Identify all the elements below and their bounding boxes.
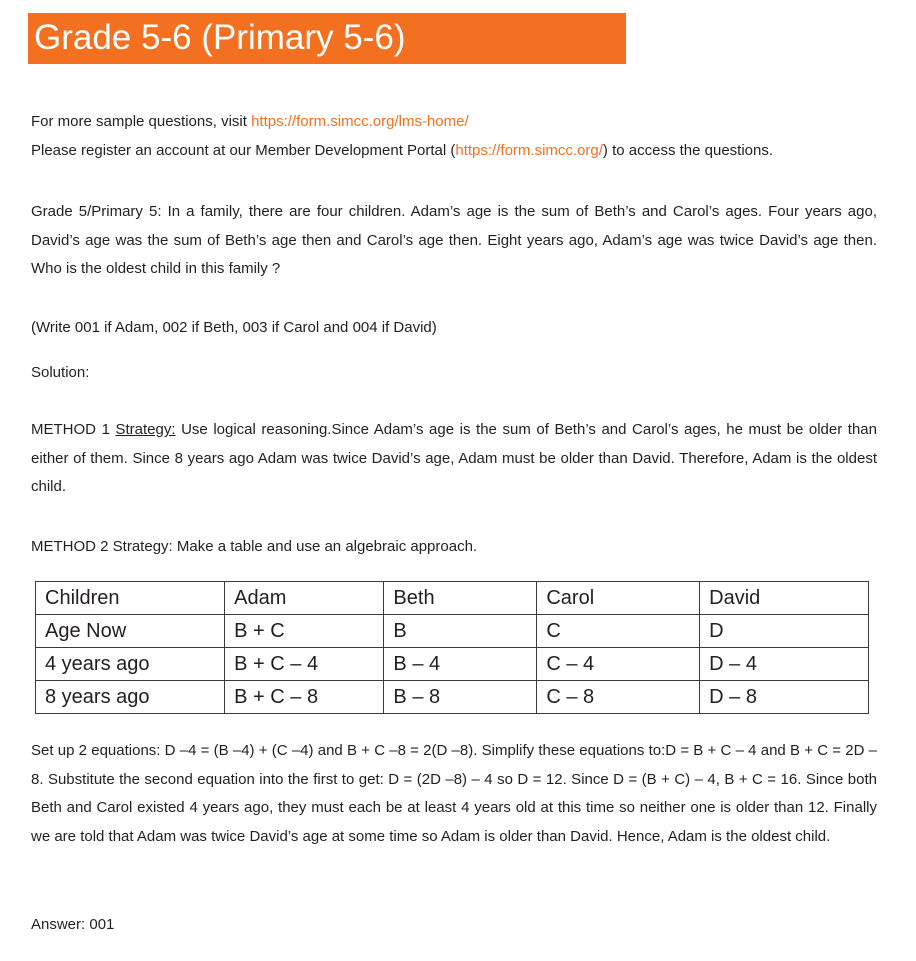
method-1: METHOD 1 Strategy: Use logical reasoning.Since Adam’s age is the sum of Beth’s and Carol’s ages, he must be older than either of them. Since 8 years ago Adam was twice David’s age, Adam must be older than David. Therefore, Adam is the oldest child. [31,421,877,496]
table-cell: 8 years ago [36,681,225,714]
table-cell: C – 4 [537,648,700,681]
table-cell: D [700,615,869,648]
answer-options: (Write 001 if Adam, 002 if Beth, 003 if Carol and 004 if David) [31,319,437,336]
table-cell: B + C – 4 [225,648,384,681]
table-row [36,681,869,714]
table-cell: C – 8 [537,681,700,714]
table-cell: Carol [537,582,700,615]
table-row [36,582,869,615]
portal-link[interactable]: https://form.simcc.org/ [455,142,603,159]
method-2-text: Set up 2 equations: D –4 = (B –4) + (C –4) and B + C –8 = 2(D –8). Simplify these equations to:D = B + C – 4 and B + C = 2D –8. Substitute the second equation into the first to get: D = (2D –8) – 4 so D = 12. Since D = (B + C) – 4, B + C = 16. Since both Beth and Carol existed 4 years ago, they must each be at least 4 years old at this time so neither one is older than 12. Finally we are told that Adam was twice David’s age at some time so Adam is older than David. Hence, Adam is the oldest child. [31,742,877,846]
table-cell: Children [36,582,225,615]
table-cell: Adam [225,582,384,615]
ages-table [35,581,869,714]
table-cell: B + C [225,615,384,648]
title-banner [28,13,626,64]
table-cell: 4 years ago [36,648,225,681]
question-text: Grade 5/Primary 5: In a family, there are four children. Adam’s age is the sum of Beth’s and Carol’s ages. Four years ago, David’s age was the sum of Beth’s age then and Carol’s age then. Eight years ago, Adam’s age was twice David’s age then. Who is the oldest child in this family ? [31,203,877,278]
table-cell: B – 8 [384,681,537,714]
table-cell: B – 4 [384,648,537,681]
table-cell: B [384,615,537,648]
table-row [36,648,869,681]
lms-home-link[interactable]: https://form.simcc.org/lms-home/ [251,113,469,130]
table-cell: D – 4 [700,648,869,681]
table-cell: Beth [384,582,537,615]
intro-line-2: Please register an account at our Member Development Portal (https://form.simcc.org/) to access the questions. [31,142,774,159]
table-cell: B + C – 8 [225,681,384,714]
table-cell: Age Now [36,615,225,648]
answer: Answer: 001 [31,916,115,933]
intro-line-1: For more sample questions, visit https://form.simcc.org/lms-home/ [31,113,469,130]
table-row [36,615,869,648]
solution-label: Solution: [31,364,90,381]
table-cell: D – 8 [700,681,869,714]
table-cell: C [537,615,700,648]
table-cell: David [700,582,869,615]
method-2-heading: METHOD 2 Strategy: Make a table and use an algebraic approach. [31,538,478,555]
page-title: Grade 5-6 (Primary 5-6) [34,18,406,57]
